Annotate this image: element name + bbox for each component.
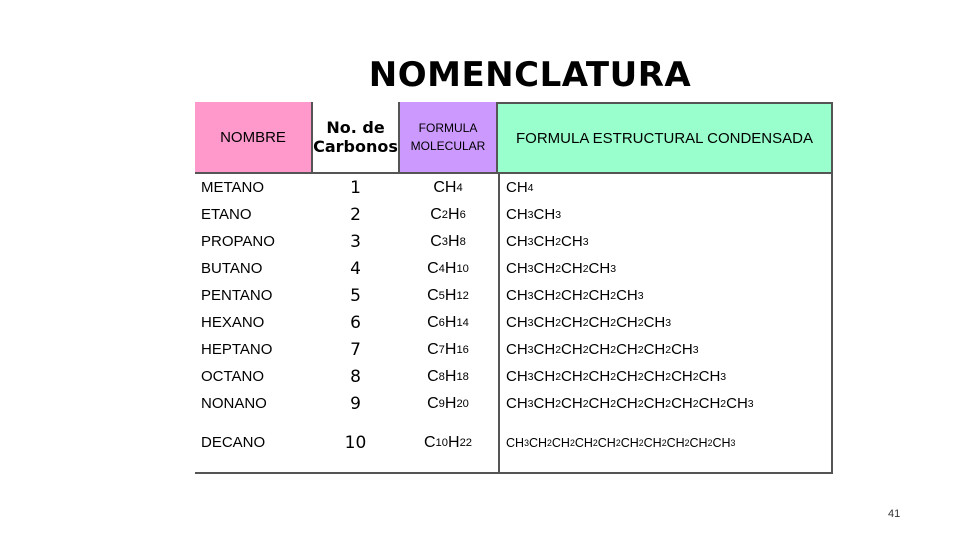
cell-formula-molecular: C 7 H 16 [427,340,469,358]
table-row [195,228,831,255]
page-number: 41 [888,508,901,520]
cell-formula-estructural: CH 3 CH 2 CH 2 CH 2 CH 2 CH 2 CH 2 CH 2 CH 2 CH 3 [506,435,736,450]
cell-nombre: NONANO [201,395,267,412]
cell-formula-estructural: CH 3 CH 2 CH 2 CH 2 CH 2 CH 3 [506,314,672,331]
table-row [195,201,831,228]
cell-formula-estructural: CH 4 [506,179,534,196]
cell-num-carbonos: 10 [344,432,367,453]
cell-formula-molecular: C 5 H 12 [427,286,469,304]
cell-nombre: BUTANO [201,260,263,277]
cell-num-carbonos: 1 [350,177,361,198]
cell-formula-estructural: CH 3 CH 3 [506,206,562,223]
cell-num-carbonos: 7 [350,339,361,360]
cell-formula-molecular: CH 4 [433,178,463,196]
cell-nombre: HEPTANO [201,341,273,358]
cell-nombre: OCTANO [201,368,265,385]
cell-nombre: PROPANO [201,233,275,250]
nomenclature-table [195,102,833,474]
cell-formula-molecular: C 10 H 22 [423,433,473,451]
table-row [195,336,831,363]
header-nombre: NOMBRE [195,102,313,172]
cell-formula-estructural: CH 3 CH 2 CH 2 CH 2 CH 3 [506,287,644,304]
cell-nombre: DECANO [201,434,266,451]
table-row [195,282,831,309]
cell-formula-estructural: CH 3 CH 2 CH 2 CH 3 [506,260,617,277]
table-row [195,309,831,336]
cell-formula-estructural: CH 3 CH 2 CH 2 CH 2 CH 2 CH 2 CH 2 CH 2 CH 3 [506,395,754,412]
cell-formula-molecular: C 4 H 10 [427,259,469,277]
cell-num-carbonos: 2 [350,204,361,225]
cell-num-carbonos: 6 [350,312,361,333]
cell-nombre: PENTANO [201,287,273,304]
cell-formula-molecular: C 9 H 20 [427,394,469,412]
cell-formula-estructural: CH 3 CH 2 CH 2 CH 2 CH 2 CH 2 CH 3 [506,341,699,358]
cell-formula-molecular: C 6 H 14 [427,313,469,331]
cell-formula-molecular: C 3 H 8 [430,232,466,250]
cell-num-carbonos: 9 [350,393,361,414]
header-formula-estructural: FORMULA ESTRUCTURAL CONDENSADA [498,102,831,172]
header-formula-molecular: FORMULA MOLECULAR [398,102,498,172]
table-row [195,426,831,459]
cell-nombre: HEXANO [201,314,265,331]
cell-formula-molecular: C 2 H 6 [430,205,466,223]
table-row [195,390,831,417]
cell-nombre: ETANO [201,206,252,223]
cell-formula-molecular: C 8 H 18 [427,367,469,385]
cell-num-carbonos: 5 [350,285,361,306]
cell-num-carbonos: 4 [350,258,361,279]
table-row [195,255,831,282]
cell-num-carbonos: 8 [350,366,361,387]
table-row [195,174,831,201]
table-row [195,363,831,390]
cell-formula-estructural: CH 3 CH 2 CH 3 [506,233,589,250]
header-num-carbonos: No. de Carbonos [313,118,398,156]
cell-nombre: METANO [201,179,265,196]
cell-num-carbonos: 3 [350,231,361,252]
page-title: NOMENCLATURA [368,55,692,95]
cell-formula-estructural: CH 3 CH 2 CH 2 CH 2 CH 2 CH 2 CH 2 CH 3 [506,368,727,385]
